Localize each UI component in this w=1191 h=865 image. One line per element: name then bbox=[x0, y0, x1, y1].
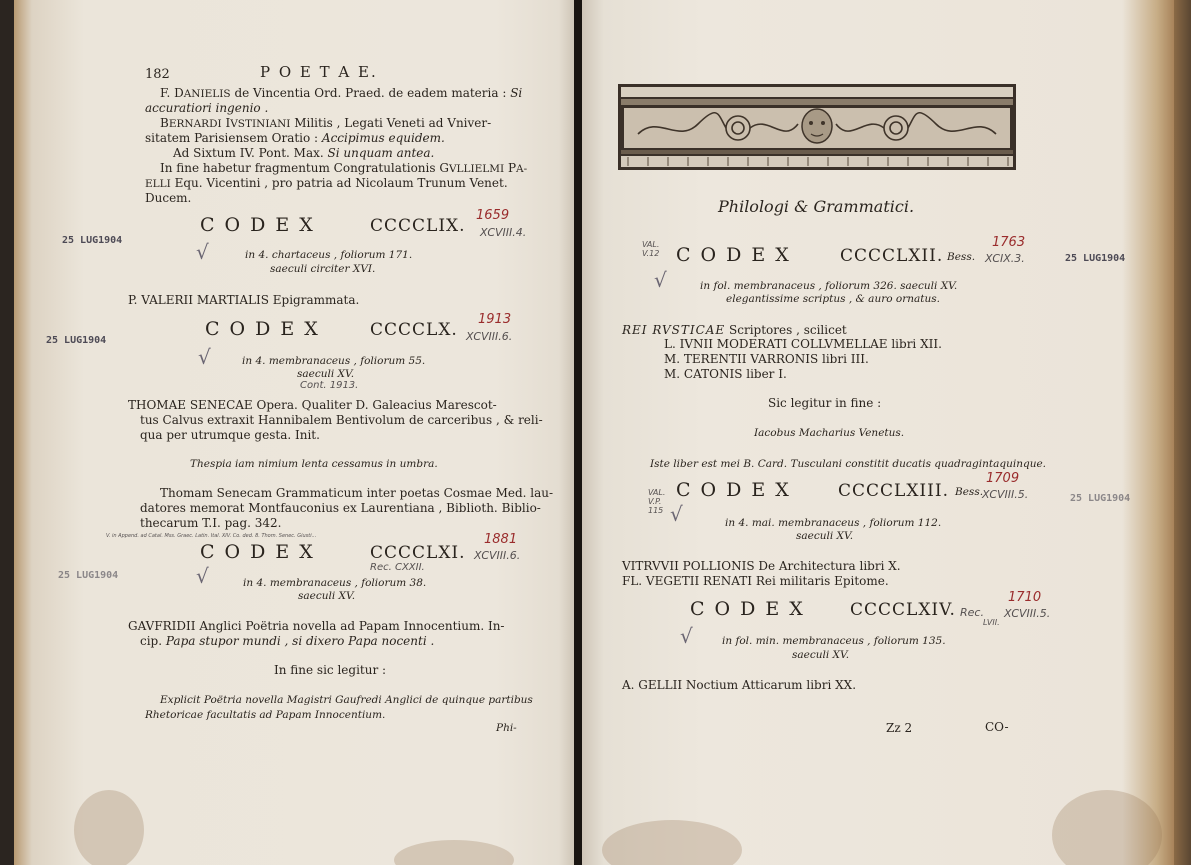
water-stain bbox=[1052, 790, 1162, 865]
date-stamp: 25 LUG1904 bbox=[1065, 253, 1126, 264]
gaufridi-line-3: In fine sic legitur : bbox=[274, 663, 387, 677]
codex-462-pencil-note: VAL. V.12 bbox=[642, 240, 660, 258]
gaufridi-line-4: Explicit Poëtria novella Magistri Gaufredi Anglici de quinque partibus bbox=[160, 694, 533, 706]
codex-459-label: CODEX bbox=[200, 214, 323, 236]
date-stamp: 25 LUG1904 bbox=[58, 570, 119, 581]
codex-461-pencil-rec: Rec. CXXII. bbox=[370, 562, 425, 573]
codex-463-number: CCCCLXIII. bbox=[838, 481, 949, 501]
codex-464-hand-ref: XCVIII.5. bbox=[1004, 607, 1051, 620]
rei-rusticae-line-1: REI RVSTICAE Scriptores , scilicet bbox=[622, 323, 847, 337]
codex-462-label: CODEX bbox=[676, 244, 799, 266]
codex-464-label: CODEX bbox=[690, 598, 813, 620]
codex-459-hand-ref: XCVIII.4. bbox=[480, 226, 527, 239]
water-stain bbox=[394, 840, 514, 865]
section-heading: Philologi & Grammatici. bbox=[718, 197, 915, 216]
page-edge bbox=[1174, 0, 1191, 865]
book-gutter bbox=[574, 0, 582, 865]
codex-459-desc-2: saeculi circiter XVI. bbox=[270, 263, 376, 275]
water-stain bbox=[74, 790, 144, 865]
codex-463-desc-1: in 4. mai. membranaceus , foliorum 112. bbox=[725, 517, 942, 529]
check-mark: √ bbox=[196, 564, 209, 588]
codex-460-desc-1: in 4. membranaceus , foliorum 55. bbox=[242, 355, 426, 367]
senecae-note-2: datores memorat Montfauconius ex Laurentiana , Biblioth. Biblio- bbox=[140, 501, 541, 515]
codex-464-desc-2: saeculi XV. bbox=[792, 649, 850, 661]
gellii-entry: A. GELLII Noctium Atticarum libri XX. bbox=[622, 678, 857, 692]
codex-460-hand-number: 1913 bbox=[478, 312, 512, 327]
intro-line-2: accuratiori ingenio . bbox=[145, 101, 269, 115]
codex-461-hand-number: 1881 bbox=[484, 532, 518, 547]
codex-462-number: CCCCLXII. bbox=[840, 246, 944, 266]
rei-rusticae-line-6: Iacobus Macharius Venetus. bbox=[754, 427, 905, 439]
codex-460-number: CCCCLX. bbox=[370, 320, 458, 340]
senecae-line-3: qua per utrumque gesta. Init. bbox=[140, 428, 320, 442]
codex-463-pencil-note: VAL. V.P. 115 bbox=[648, 488, 666, 515]
date-stamp: 25 LUG1904 bbox=[62, 235, 123, 246]
date-stamp: 25 LUG1904 bbox=[1070, 493, 1131, 504]
gaufridi-line-5: Rhetoricae facultatis ad Papam Innocentium. bbox=[145, 709, 386, 721]
intro-line-6: In fine habetur fragmentum Congratulationis GVLLIELMI PA- bbox=[160, 161, 528, 175]
codex-460-desc-2: saeculi XV. bbox=[297, 368, 355, 380]
check-mark: √ bbox=[654, 268, 667, 292]
intro-line-4: sitatem Parisiensem Oratio : Accipimus equidem. bbox=[145, 131, 445, 145]
running-head: P O E T A E. bbox=[260, 63, 378, 81]
codex-462-suffix: Bess. bbox=[947, 251, 976, 263]
codex-464-hand-number: 1710 bbox=[1008, 590, 1042, 605]
codex-459-number: CCCCLIX. bbox=[370, 216, 466, 236]
check-mark: √ bbox=[670, 502, 683, 526]
codex-464-suffix-2: LVII. bbox=[983, 618, 1000, 627]
date-stamp: 25 LUG1904 bbox=[46, 335, 107, 346]
gaufridi-line-1: GAVFRIDII Anglici Poëtria novella ad Papam Innocentium. In- bbox=[128, 619, 505, 633]
codex-463-suffix: Bess. bbox=[955, 486, 984, 498]
rei-rusticae-line-5: Sic legitur in fine : bbox=[768, 396, 882, 410]
check-mark: √ bbox=[196, 240, 209, 264]
codex-461-margin-note: V. in Append. ad Catal. Mss. Graec. Latin. Ital. XIV. Co. ded. 8. Thom. Senec. Giusti... bbox=[106, 533, 317, 539]
intro-line-5: Ad Sixtum IV. Pont. Max. Si unquam antea. bbox=[173, 146, 435, 160]
codex-463-hand-number: 1709 bbox=[986, 471, 1020, 486]
codex-462-desc-2: elegantissime scriptus , & auro ornatus. bbox=[726, 293, 940, 305]
codex-460-pencil-note: Cont. 1913. bbox=[300, 380, 359, 391]
codex-464-number: CCCCLXIV. bbox=[850, 600, 956, 620]
intro-line-3: BERNARDI IVSTINIANI Militis , Legati Veneti ad Vniver- bbox=[160, 116, 492, 130]
senecae-line-2: tus Calvus extraxit Hannibalem Bentivolum de carceribus , & reli- bbox=[140, 413, 543, 427]
water-stain bbox=[602, 820, 742, 865]
codex-459-desc-1: in 4. chartaceus , foliorum 171. bbox=[245, 249, 413, 261]
codex-464-suffix: Rec. bbox=[960, 606, 984, 619]
gaufridi-line-2: cip. Papa stupor mundi , si dixero Papa nocenti . bbox=[140, 634, 435, 648]
codex-463-desc-2: saeculi XV. bbox=[796, 530, 854, 542]
codex-464-desc-1: in fol. min. membranaceus , foliorum 135. bbox=[722, 635, 946, 647]
codex-461-desc-2: saeculi XV. bbox=[298, 590, 356, 602]
signature-mark: Zz 2 bbox=[886, 721, 913, 735]
codex-460-label: CODEX bbox=[205, 318, 328, 340]
codex-461-number: CCCCLXI. bbox=[370, 543, 466, 563]
check-mark: √ bbox=[198, 345, 211, 369]
vitruvii-line-2: FL. VEGETII RENATI Rei militaris Epitome. bbox=[622, 574, 889, 588]
codex-461-label: CODEX bbox=[200, 541, 323, 563]
codex-462-desc-1: in fol. membranaceus , foliorum 326. saeculi XV. bbox=[700, 280, 958, 292]
senecae-note-1: Thomam Senecam Grammaticum inter poetas Cosmae Med. lau- bbox=[160, 486, 554, 500]
left-catchword: Phi- bbox=[496, 722, 517, 734]
rei-rusticae-line-7: Iste liber est mei B. Card. Tusculani constitit ducatis quadragintaquinque. bbox=[650, 458, 1047, 470]
rei-rusticae-line-3: M. TERENTII VARRONIS libri III. bbox=[664, 352, 869, 366]
senecae-note-3: thecarum T.I. pag. 342. bbox=[140, 516, 282, 530]
codex-462-hand-number: 1763 bbox=[992, 235, 1026, 250]
right-catchword: CO- bbox=[985, 720, 1009, 734]
page-number: 182 bbox=[145, 67, 170, 82]
codex-461-hand-ref: XCVIII.6. bbox=[474, 549, 521, 562]
intro-line-8: Ducem. bbox=[145, 191, 192, 205]
martialis-entry: P. VALERII MARTIALIS Epigrammata. bbox=[128, 293, 360, 307]
intro-line-1: F. DANIELIS de Vincentia Ord. Praed. de eadem materia : Si bbox=[160, 86, 523, 100]
senecae-incipit: Thespia iam nimium lenta cessamus in umbra. bbox=[190, 458, 438, 470]
rei-rusticae-line-4: M. CATONIS liber I. bbox=[664, 367, 787, 381]
codex-461-desc-1: in 4. membranaceus , foliorum 38. bbox=[243, 577, 427, 589]
check-mark: √ bbox=[680, 624, 693, 648]
codex-463-hand-ref: XCVIII.5. bbox=[982, 488, 1029, 501]
codex-462-hand-ref: XCIX.3. bbox=[985, 252, 1025, 265]
codex-459-hand-number: 1659 bbox=[476, 208, 510, 223]
ornamental-headpiece bbox=[618, 84, 1016, 170]
vitruvii-line-1: VITRVVII POLLIONIS De Architectura libri X. bbox=[622, 559, 901, 573]
codex-463-label: CODEX bbox=[676, 479, 799, 501]
intro-line-7: ELLI Equ. Vicentini , pro patria ad Nicolaum Trunum Venet. bbox=[145, 176, 508, 190]
senecae-line-1: THOMAE SENECAE Opera. Qualiter D. Galeacius Marescot- bbox=[128, 398, 497, 412]
codex-460-hand-ref: XCVIII.6. bbox=[466, 330, 513, 343]
rei-rusticae-line-2: L. IVNII MODERATI COLLVMELLAE libri XII. bbox=[664, 337, 942, 351]
